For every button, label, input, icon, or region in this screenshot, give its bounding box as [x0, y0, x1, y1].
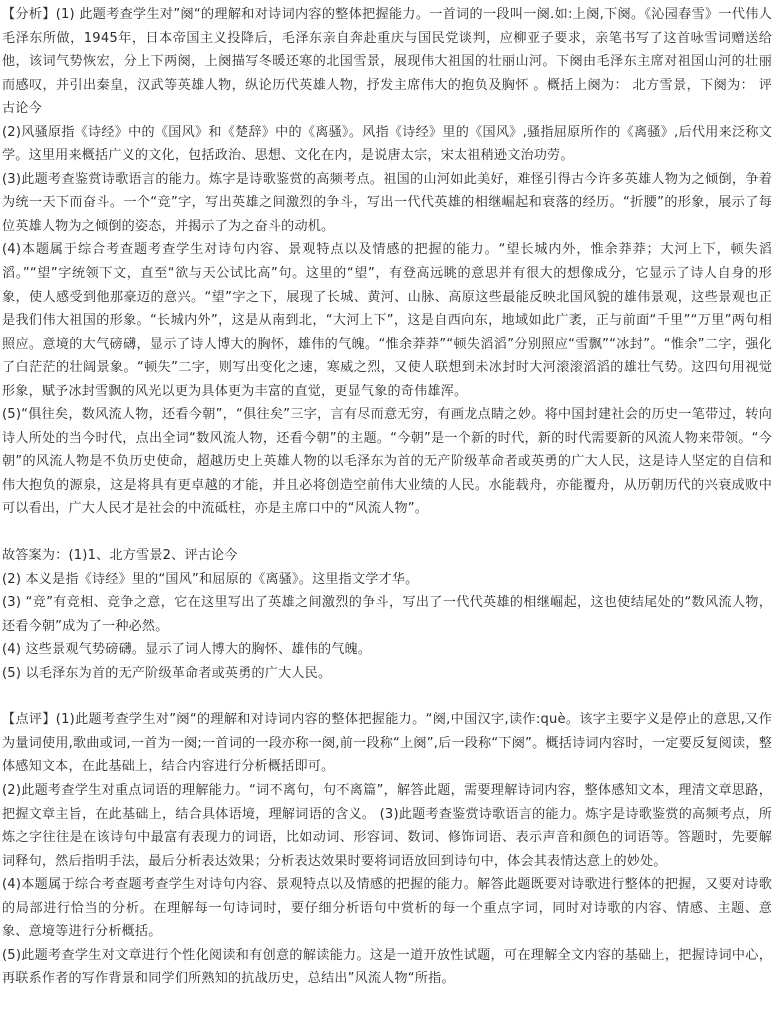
answer-paragraph-3: (3) “竞”有竞相、竞争之意，它在这里写出了英雄之间激烈的争斗，写出了一代代英雄的相继崛起，这也使结尾处的“数风流人物，还看今朝”成为了一种必然。: [2, 595, 772, 634]
analysis-paragraph-3: (3)此题考查鉴赏诗歌语言的能力。炼字是诗歌鉴赏的高频考点。祖国的山河如此美好，难怪引得古今许多英雄人物为之倾倒，争着为统一天下而奋斗。一个“竞”字，写出英雄之间激烈的争斗，写出一代代英雄的相继崛起和衰落的经历。“折腰”的形象，展示了每位英雄人物为之倾倒的姿态，并揭示了为之奋斗的动机。: [2, 171, 772, 234]
analysis-paragraph-4: (4)本题属于综合考查题考查学生对诗句内容、景观特点以及情感的把握的能力。“望长城内外，惟余莽莽；大河上下，顿失滔滔。”“望”字统领下文，直至“欲与天公试比高”句。这里的“望”，有登高远眺的意思并有很大的想像成分，它显示了诗人自身的形象，使人感受到他那豪迈的意兴。“望”字之下，展现了长城、黄河、山脉、高原这些最能反映北国风貌的雄伟景观，这些景观也正是我们伟大祖国的形象。“长城内外”，这是从南到北，“大河上下”，这是自西向东，地域如此广袤，正与前面“千里”“万里”两句相照应。意境的大气磅礴，显示了诗人博大的胸怀，雄伟的气魄。“惟余莽莽”“顿失滔滔”分别照应“雪飘”“冰封”。“惟余”二字，强化了白茫茫的壮阔景象。“顿失”二字，则写出变化之速，寒威之烈，又使人联想到未冰封时大河滚滚滔滔的雄壮气势。这四句用视觉形象，赋予冰封雪飘的风光以更为具体更为丰富的直觉，更显气象的奇伟雄浑。: [2, 242, 772, 399]
analysis-paragraph-2: (2)风骚原指《诗经》中的《国风》和《楚辞》中的《离骚》。风指《诗经》里的《国风》,骚指屈原所作的《离骚》,后代用来泛称文学。这里用来概括广义的文化，包括政治、思想、文化在内，是说唐太宗，宋太祖稍逊文治功劳。: [2, 124, 772, 164]
comment-section: [2, 708, 772, 991]
answer-paragraph-5: (5) 以毛泽东为首的无产阶级革命者或英勇的广大人民。: [2, 665, 332, 681]
analysis-paragraph-5: (5)“俱往矣，数风流人物，还看今朝”，“俱往矣”三字，言有尽而意无穷，有画龙点睛之妙。将中国封建社会的历史一笔带过，转向诗人所处的当今时代，点出全词“数风流人物，还看今朝”的主题。“今朝”是一个新的时代，新的时代需要新的风流人物来带领。“今朝”的风流人物是不负历史使命，超越历史上英雄人物的以毛泽东为首的无产阶级革命者或英勇的广大人民，这是诗人坚定的自信和伟大抱负的源泉，这是将具有更卓越的才能，并且必将创造空前伟大业绩的人民。水能载舟，亦能覆舟，从历朝历代的兴衰成败中可以看出，广大人民才是社会的中流砥柱，亦是主席口中的“风流人物”。: [2, 407, 772, 517]
answer-paragraph-1: 故答案为：(1)1、北方雪景2、评古论今: [2, 548, 238, 564]
answer-paragraph-2: (2) 本义是指《诗经》里的“国风”和屈原的《离骚》。这里指文学才华。: [2, 571, 419, 587]
section-spacer: [2, 521, 772, 544]
comment-paragraph-4: (5)此题考查学生对文章进行个性化阅读和有创意的解读能力。这是一道开放性试题，可在理解全文内容的基础上，把握诗词中心，再联系作者的写作背景和同学们所熟知的抗战历史，总结出”风流人物“所指。: [2, 947, 772, 987]
answer-section: [2, 544, 772, 685]
comment-paragraph-1: 【点评】(1)此题考查学生对”阕“的理解和对诗词内容的整体把握能力。“阕,中国汉字,读作:què。该字主要字义是停止的意思,又作为量词使用,歌曲或词,一首为一阕;一首词的一段亦称一阕,前一段称“上阕”,后一段称“下阕”。概括诗词内容时，一定要反复阅读，整体感知文本，在此基础上，结合内容进行分析概括即可。: [2, 712, 772, 775]
analysis-paragraph-1: 【分析】(1) 此题考查学生对”阕“的理解和对诗词内容的整体把握能力。一首词的一段叫一阕.如:上阕,下阕。《沁园春雪》一代伟人毛泽东所做，1945年，日本帝国主义投降后，毛泽东亲自奔赴重庆与国民党谈判，应柳亚子要求，亲笔书写了这首咏雪词赠送给他，该词气势恢宏，分上下两阕，上阕描写冬暖还寒的北国雪景，展现伟大祖国的壮丽山河。下阕由毛泽东主席对祖国山河的壮丽而感叹，并引出秦皇，汉武等英雄人物，纵论历代英雄人物，抒发主席伟大的抱负及胸怀 。概括上阕为： 北方雪景，下阕为： 评古论今: [2, 7, 772, 117]
comment-paragraph-3: (4)本题属于综合考查题考查学生对诗句内容、景观特点以及情感的把握的能力。解答此题既要对诗歌进行整体的把握，又要对诗歌的局部进行恰当的分析。在理解每一句诗词时，要仔细分析语句中赏析的每一个重点字词，同时对诗歌的内容、情感、主题、意象、意境等进行分析概括。: [2, 877, 772, 940]
comment-paragraph-2: (2)此题考查学生对重点词语的理解能力。“词不离句，句不离篇”，解答此题，需要理解诗词内容，整体感知文本，理清文章思路，把握文章主旨，在此基础上，结合具体语境，理解词语的含义。 (3)此题考查鉴赏诗歌语言的能力。炼字是诗歌鉴赏的高频考点，所炼之字往往是在该诗句中最富有表现力的词语，比如动词、形容词、数词、修饰词语、表示声音和颜色的词语等。答题时，先要解词释句，然后指明手法，最后分析表达效果；分析表达效果时要将词语放回到诗句中，体会其表情达意上的妙处。: [2, 782, 772, 869]
answer-paragraph-4: (4) 这些景观气势磅礴。显示了词人博大的胸怀、雄伟的气魄。: [2, 642, 372, 658]
section-spacer: [2, 685, 772, 708]
analysis-section: [2, 3, 772, 521]
